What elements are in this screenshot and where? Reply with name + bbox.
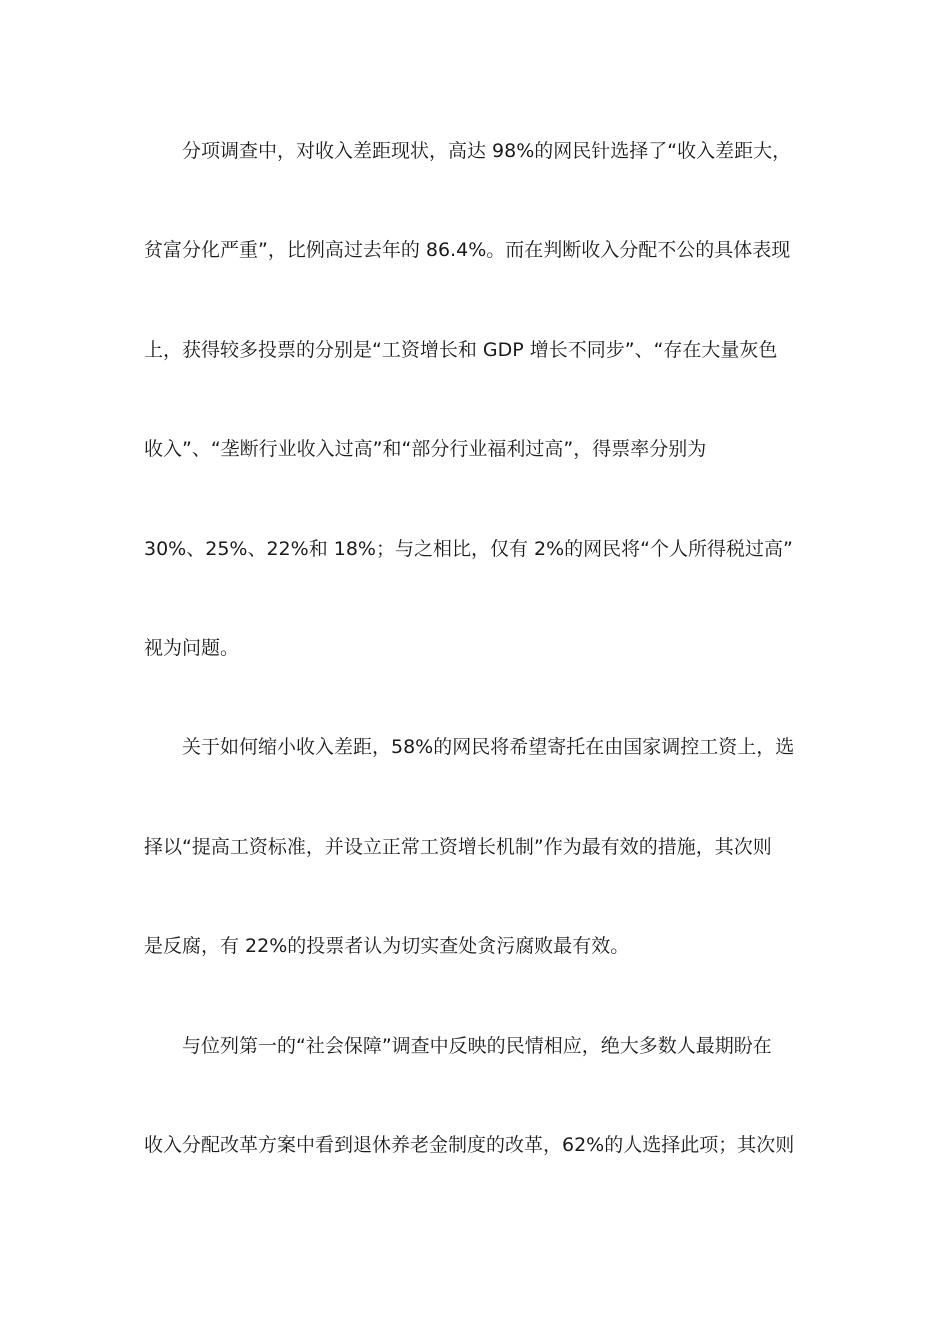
paragraph-2-line-3: 是反腐，有 22%的投票者认为切实查处贪污腐败最有效。 [144, 935, 630, 957]
paragraph-3-line-1: 与位列第一的“社会保障”调查中反映的民情相应，绝大多数人最期盼在 [182, 1035, 772, 1057]
paragraph-1-line-4: 收入”、“垄断行业收入过高”和“部分行业福利过高”，得票率分别为 [144, 438, 707, 460]
paragraph-1-line-6: 视为问题。 [144, 637, 240, 659]
paragraph-1-line-1: 分项调查中，对收入差距现状，高达 98%的网民针选择了“收入差距大， [182, 140, 792, 162]
paragraph-3-line-2: 收入分配改革方案中看到退休养老金制度的改革，62%的人选择此项；其次则 [144, 1134, 795, 1156]
paragraph-2-line-1: 关于如何缩小收入差距，58%的网民将希望寄托在由国家调控工资上，选 [182, 736, 795, 758]
paragraph-2-line-2: 择以“提高工资标准，并设立正常工资增长机制”作为最有效的措施，其次则 [144, 836, 772, 858]
paragraph-1-line-2: 贫富分化严重”，比例高过去年的 86.4%。而在判断收入分配不公的具体表现 [144, 239, 791, 261]
paragraph-1-line-5: 30%、25%、22%和 18%；与之相比，仅有 2%的网民将“个人所得税过高” [144, 538, 793, 560]
paragraph-1-line-3: 上，获得较多投票的分别是“工资增长和 GDP 增长不同步”、“存在大量灰色 [144, 339, 778, 361]
